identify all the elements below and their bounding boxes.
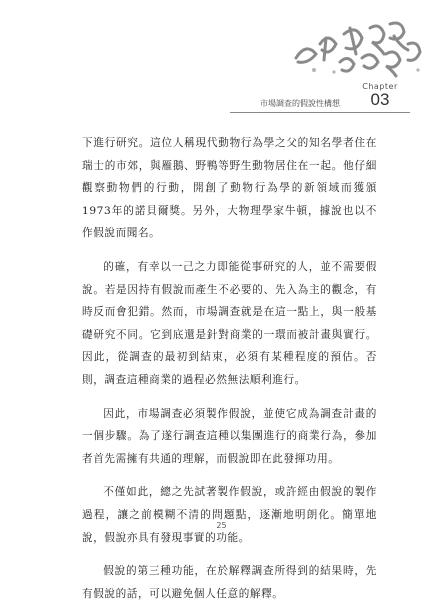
running-title: 市場調查的假說性構想 — [260, 99, 340, 108]
chapter-marker — [350, 82, 410, 109]
paragraph-3: 因此，市場調查必須製作假說，並使它成為調查計畫的一個步驟。為了遂行調查這種以集團進行的商業行為，參加者首先需擁有共通的理解，而假說即在此發揮功用。 — [82, 407, 377, 465]
chapter-number: 03 — [370, 90, 390, 109]
chapter-label: Chapter — [362, 82, 398, 91]
paragraph-1: 下進行研究。這位人稱現代動物行為學之父的知名學者住在瑞士的市郊，與雁鵝、野鴨等野生動物居住在一起。他仔細觀察動物們的行動，開創了動物行為學的新領域而獲頒1973年的諾貝爾獎。另外，大物理學家牛頓，據說也以不作假說而聞名。 — [82, 137, 377, 240]
body-text — [82, 132, 377, 616]
paragraph-2: 的確，有幸以一己之力即能從事研究的人，並不需要假說。若是因持有假說而產生不必要的、先入為主的觀念，有時反而會犯錯。然而，市場調查就是在這一點上，與一般基礎研究不同。它到底還是針對商業的一環而被計畫與實行。因此，從調查的最初到結束，必須有某種程度的預估。否則，調查這種商業的過程必然無法順利進行。 — [82, 260, 377, 386]
paragraph-5: 假說的第三種功能，在於解釋調查所得到的結果時，先有假說的話，可以避免個人任意的解釋。 — [82, 565, 377, 600]
chapter-decoration-graphic — [290, 14, 430, 84]
paragraph-4: 不僅如此，總之先試著製作假說，或許經由假說的製作過程，讓之前模糊不清的問題點，逐漸地明朗化。簡單地說，假說亦具有發現事實的功能。 — [82, 486, 377, 544]
page-number: 25 — [216, 521, 227, 530]
header-rule — [230, 112, 410, 113]
page-header — [230, 82, 410, 122]
